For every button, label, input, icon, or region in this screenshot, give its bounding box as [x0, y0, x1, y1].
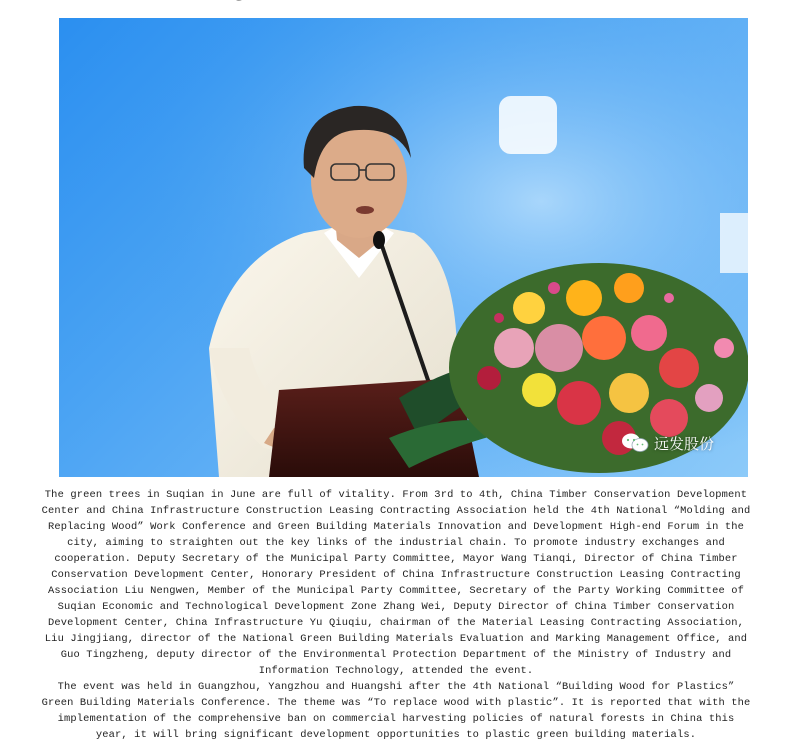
backdrop-text-fragment [720, 213, 748, 273]
wechat-icon [621, 432, 649, 454]
caption-paragraph-1: The green trees in Suqian in June are full of vitality. From 3rd to 4th, China Timber Conservation Development Center and China Infrastructure Construction Leasing Contracting Association held the 4th National “Molding and Replacing Wood” Work Conference and Green Building Materials Innovation and Development High-end Forum in the city, aiming to straighten out the key links of the industrial chain. To promote industry exchanges and cooperation. Deputy Secretary of the Municipal Party Committee, Mayor Wang Tianqi, Director of China Timber Conservation Development Center, Honorary President of China Infrastructure Construction Leasing Contracting Association Liu Nengwen, Member of the Municipal Party Committee, Secretary of the Party Working Committee of Suqian Economic and Technological Development Zone Zhang Wei, Deputy Director of China Timber Conservation Development Center, China Infrastructure Yu Qiuqiu, chairman of the Material Leasing Contracting Association, Liu Jingjiang, director of the National Green Building Materials Evaluation and Marking Management Office, and Guo Tingzheng, deputy director of the Environmental Protection Department of the Ministry of Industry and Information Technology, attended the event. [41, 489, 751, 677]
event-photo [59, 18, 748, 477]
backdrop-banner [389, 18, 748, 78]
source-watermark [621, 432, 714, 454]
backdrop-logo-icon [499, 96, 557, 154]
speaker-scene [59, 18, 748, 477]
decorative-stroke [228, 0, 258, 4]
article-caption [40, 487, 752, 743]
caption-paragraph-2: The event was held in Guangzhou, Yangzhou and Huangshi after the 4th National “Building Wood for Plastics” Green Building Materials Conference. The theme was “To replace wood with plastic”. It is reported that with the implementation of the comprehensive ban on commercial harvesting policies of natural forests in China this year, it will bring significant development opportunities to plastic green building materials. [41, 681, 751, 741]
watermark-label: 远发股份 [654, 434, 715, 453]
